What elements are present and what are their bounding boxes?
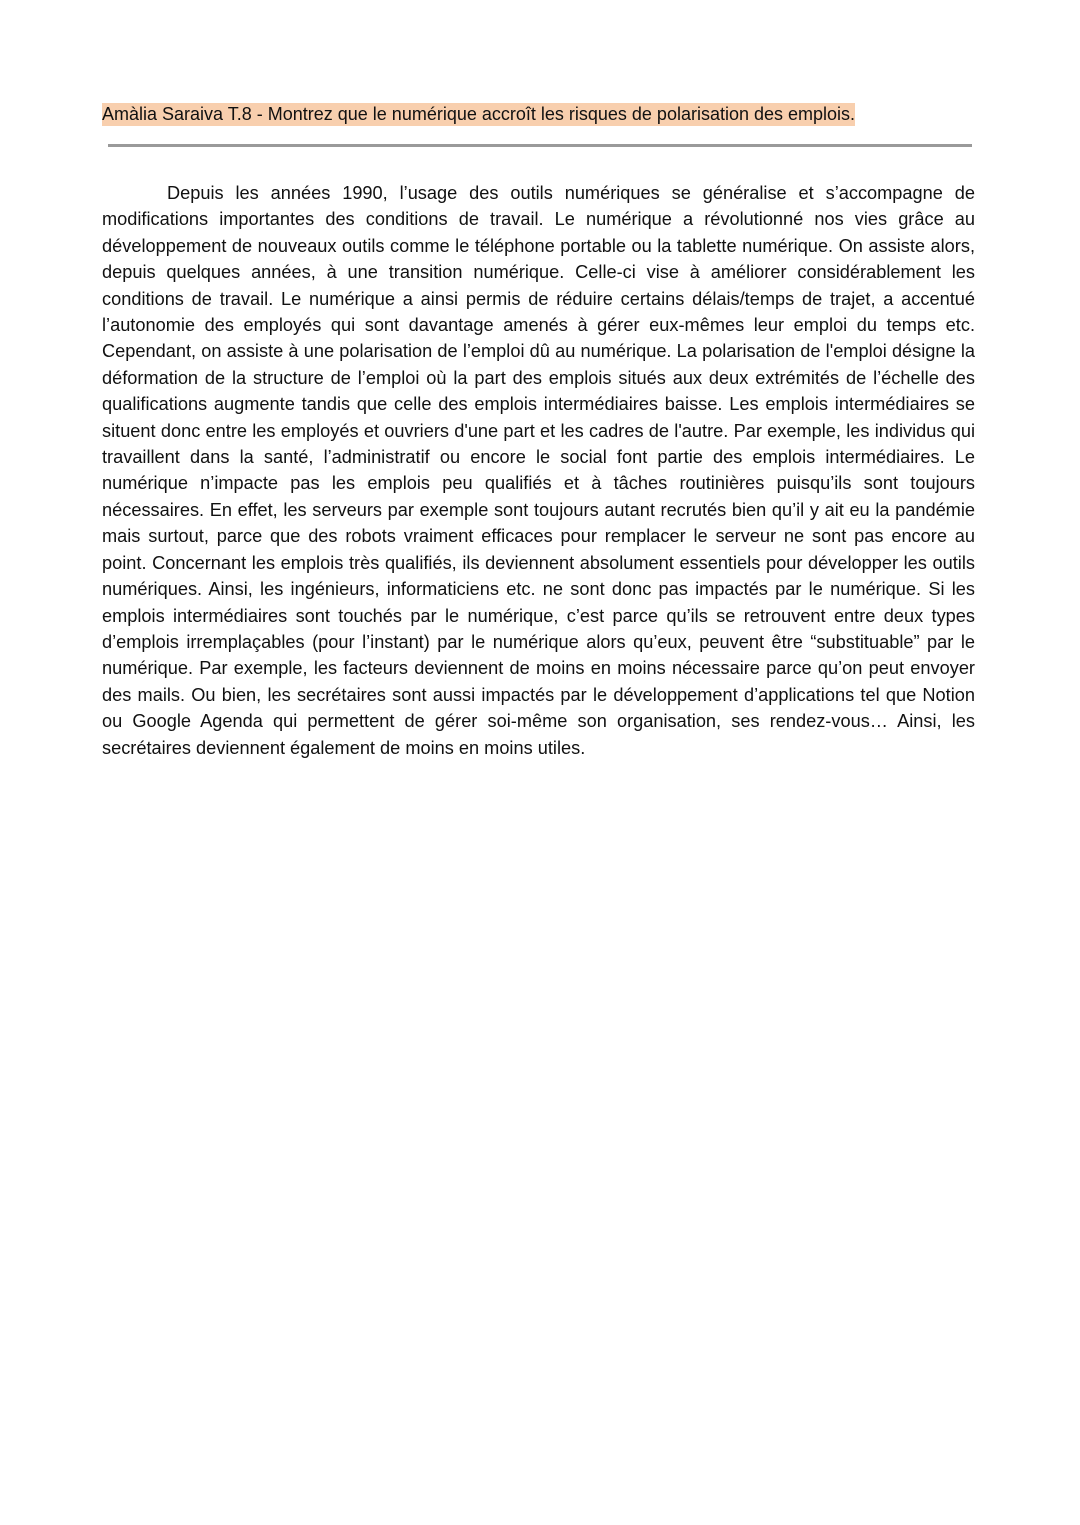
body-paragraph: Depuis les années 1990, l’usage des outils numériques se généralise et s’accompagne de modifications importantes des conditions de travail. Le numérique a révolutionné nos vies grâce au développement de nouveaux outils comme le téléphone portable ou la tablette numérique. On assiste alors, depuis quelques années, à une transition numérique. Celle-ci vise à améliorer considérablement les conditions de travail. Le numérique a ainsi permis de réduire certains délais/temps de trajet, a accentué l’autonomie des employés qui sont davantage amenés à gérer eux-mêmes leur emploi du temps etc. Cependant, on assiste à une polarisation de l’emploi dû au numérique. La polarisation de l'emploi désigne la déformation de la structure de l’emploi où la part des emplois situés aux deux extrémités de l’échelle des qualifications augmente tandis que celle des emplois intermédiaires baisse. Les emplois intermédiaires se situent donc entre les employés et ouvriers d'une part et les cadres de l'autre. Par exemple, les individus qui travaillent dans la santé, l’administratif ou encore le social font partie des emplois intermédiaires. Le numérique n’impacte pas les emplois peu qualifiés et à tâches routinières puisqu’ils sont toujours nécessaires. En effet, les serveurs par exemple sont toujours autant recrutés bien qu’il y ait eu la pandémie mais surtout, parce que des robots vraiment efficaces pour remplacer le serveur ne sont pas encore au point. Concernant les emplois très qualifiés, ils deviennent absolument essentiels pour développer les outils numériques. Ainsi, les ingénieurs, informaticiens etc. ne sont donc pas impactés par le numérique. Si les emplois intermédiaires sont touchés par le numérique, c’est parce qu’ils se retrouvent entre deux types d’emplois irremplaçables (pour l’instant) par le numérique alors qu’eux, peuvent être “substituable” par le numérique. Par exemple, les facteurs deviennent de moins en moins nécessaire parce qu’on peut envoyer des mails. Ou bien, les secrétaires sont aussi impactés par le développement d’applications tel que Notion ou Google Agenda qui permettent de gérer soi-même son organisation, ses rendez-vous… Ainsi, les secrétaires deviennent également de moins en moins utiles. xyxy=(102,183,975,758)
document-title xyxy=(102,102,855,126)
title-highlight: Amàlia Saraiva T.8 - Montrez que le numérique accroît les risques de polarisation des emplois. xyxy=(102,104,856,124)
horizontal-rule xyxy=(108,144,972,147)
